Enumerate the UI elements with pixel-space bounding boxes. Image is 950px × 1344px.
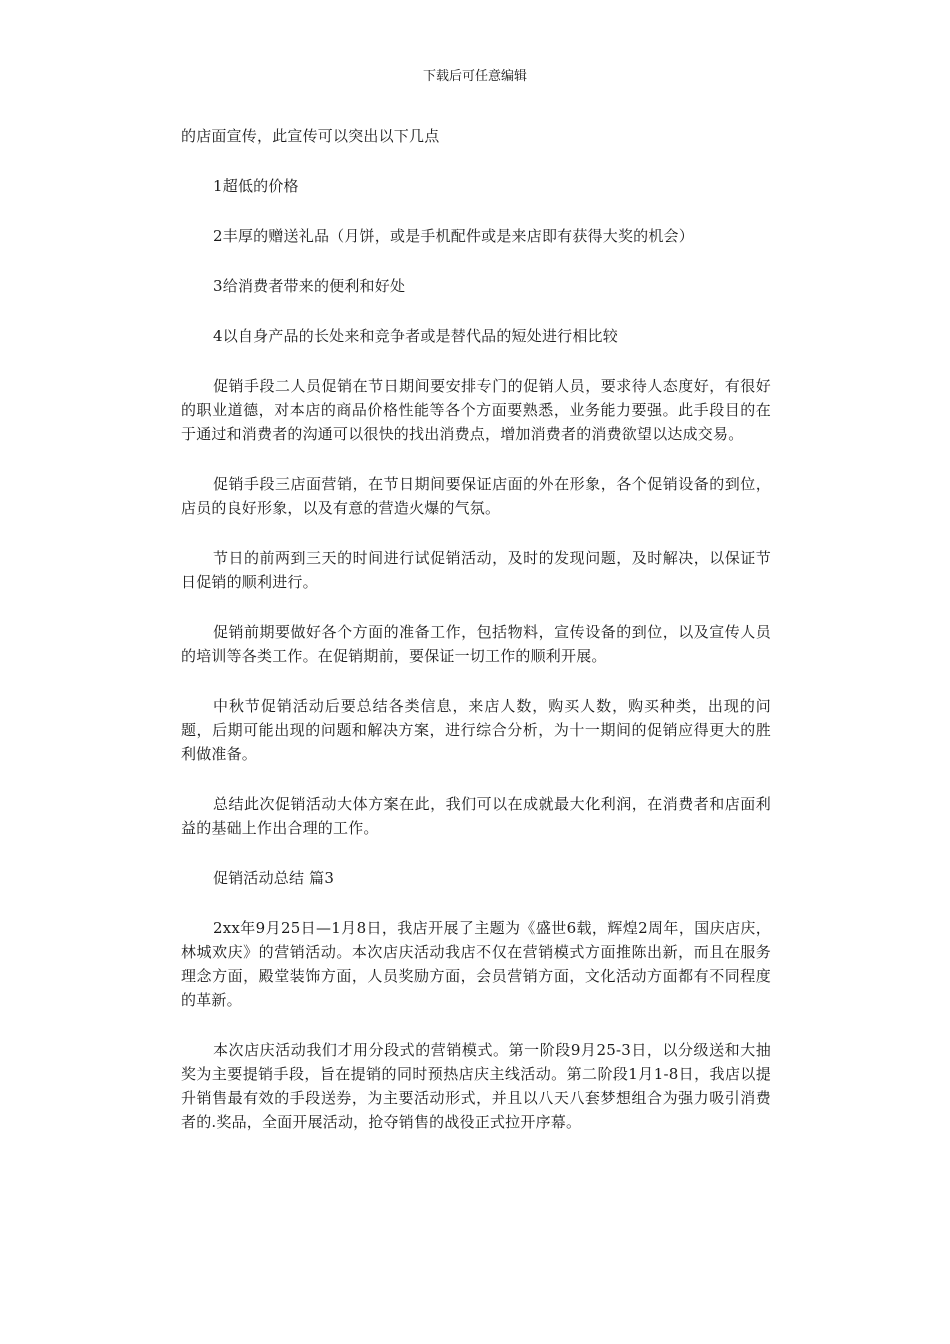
paragraph: 的店面宣传，此宣传可以突出以下几点	[181, 127, 440, 145]
paragraph: 节日的前两到三天的时间进行试促销活动，及时的发现问题，及时解决，以保证节日促销的顺利进行。	[181, 549, 771, 591]
paragraph: 中秋节促销活动后要总结各类信息，来店人数，购买人数，购买种类，出现的问题，后期可能出现的问题和解决方案，进行综合分析，为十一期间的促销应得更大的胜利做准备。	[181, 697, 771, 763]
document-body	[181, 124, 771, 1160]
paragraph: 2xx年9月25日—1月8日，我店开展了主题为《盛世6载，辉煌2周年，国庆店庆，林城欢庆》的营销活动。本次店庆活动我店不仅在营销模式方面推陈出新，而且在服务理念方面，殿堂装饰方面，人员奖励方面，会员营销方面，文化活动方面都有不同程度的革新。	[181, 919, 771, 1009]
list-item: 3给消费者带来的便利和好处	[213, 277, 406, 295]
section-heading: 促销活动总结 篇3	[213, 869, 335, 887]
list-item: 2丰厚的赠送礼品（月饼，或是手机配件或是来店即有获得大奖的机会）	[213, 227, 694, 245]
page-header: 下载后可任意编辑	[422, 69, 527, 84]
paragraph: 促销手段二人员促销在节日期间要安排专门的促销人员，要求待人态度好，有很好的职业道德，对本店的商品价格性能等各个方面要熟悉，业务能力要强。此手段目的在于通过和消费者的沟通可以很快的找出消费点，增加消费者的消费欲望以达成交易。	[181, 377, 771, 443]
paragraph: 总结此次促销活动大体方案在此，我们可以在成就最大化利润，在消费者和店面利益的基础上作出合理的工作。	[181, 795, 771, 837]
list-item: 1超低的价格	[213, 177, 299, 195]
list-item: 4以自身产品的长处来和竞争者或是替代品的短处进行相比较	[213, 327, 618, 345]
paragraph: 本次店庆活动我们才用分段式的营销模式。第一阶段9月25-3日，以分级送和大抽奖为主要提销手段，旨在提销的同时预热店庆主线活动。第二阶段1月1-8日，我店以提升销售最有效的手段送券，为主要活动形式，并且以八天八套梦想组合为强力吸引消费者的.奖品，全面开展活动，抢夺销售的战役正式拉开序幕。	[181, 1041, 771, 1131]
paragraph: 促销前期要做好各个方面的准备工作，包括物料，宣传设备的到位，以及宣传人员的培训等各类工作。在促销期前，要保证一切工作的顺利开展。	[181, 623, 771, 665]
paragraph: 促销手段三店面营销，在节日期间要保证店面的外在形象，各个促销设备的到位，店员的良好形象，以及有意的营造火爆的气氛。	[181, 475, 771, 517]
